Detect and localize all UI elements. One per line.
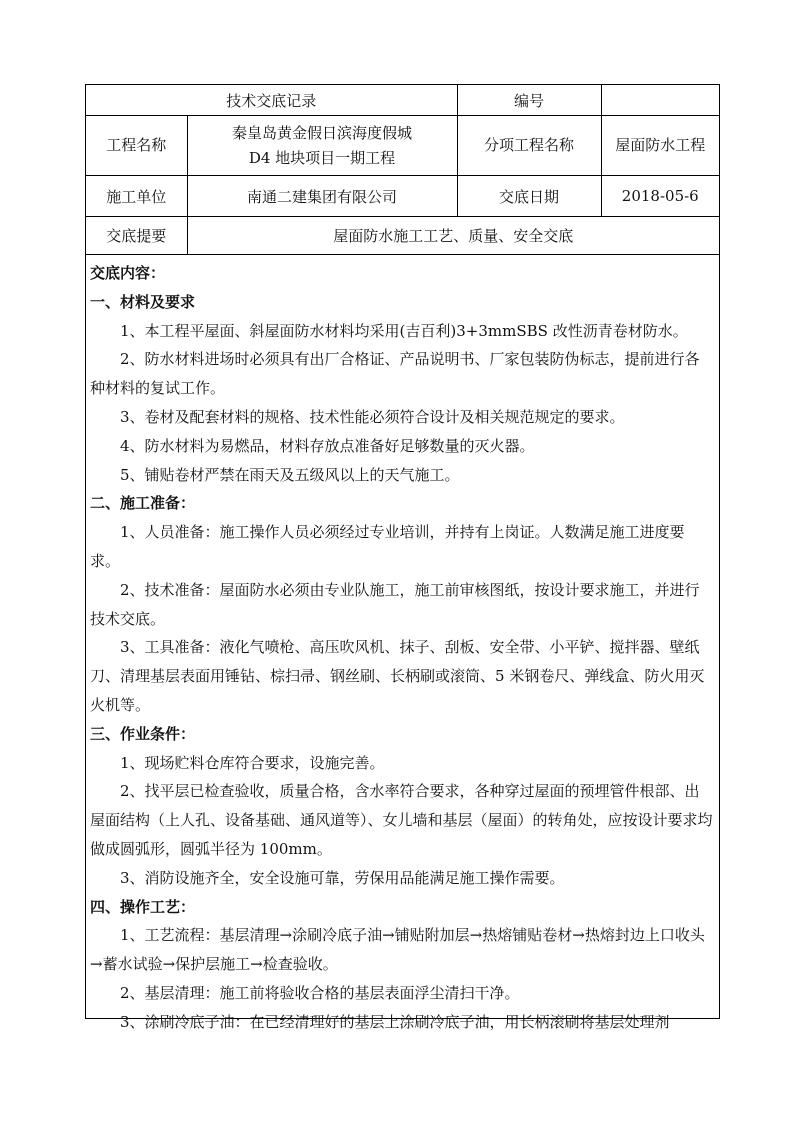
section-heading: 一、材料及要求 — [90, 292, 196, 311]
section-item: 1、人员准备：施工操作人员必须经过专业培训，并持有上岗证。人数满足施工进度要求。 — [90, 523, 685, 570]
project-name-line2: D4 地块项目一期工程 — [248, 148, 396, 167]
section-item: 3、涂刷冷底子油：在已经清理好的基层上涂刷冷底子油，用长柄滚刷将基层处理剂 — [120, 1012, 670, 1031]
section-item: 3、工具准备：液化气喷枪、高压吹风机、抹子、刮板、安全带、小平铲、搅拌器、壁纸刀、清理基层表面用锤钻、棕扫帚、钢丝刷、长柄刷或滚筒、5 米钢卷尺、弹线盒、防火用灭火机等。 — [90, 638, 705, 714]
date-label: 交底日期 — [457, 176, 601, 217]
summary-label: 交底提要 — [86, 217, 187, 255]
contractor-value: 南通二建集团有限公司 — [187, 176, 457, 217]
date-value: 2018-05-6 — [601, 176, 719, 217]
sub-project-label: 分项工程名称 — [457, 116, 601, 176]
section-item: 1、本工程平屋面、斜屋面防水材料均采用(吉百利)3+3mmSBS 改性沥青卷材防水。 — [120, 321, 688, 340]
header-table — [86, 85, 719, 255]
disclosure-content — [86, 255, 719, 1037]
number-value — [601, 85, 719, 116]
section-heading: 四、操作工艺： — [90, 897, 196, 916]
section-item: 3、消防设施齐全，安全设施可靠，劳保用品能满足施工操作需要。 — [120, 868, 565, 887]
summary-value: 屋面防水施工工艺、质量、安全交底 — [187, 217, 719, 255]
section-item: 2、基层清理：施工前将验收合格的基层表面浮尘清扫干净。 — [120, 983, 520, 1002]
project-name-line1: 秦皇岛黄金假日滨海度假城 — [232, 123, 413, 142]
project-name-value — [187, 116, 457, 176]
record-title: 技术交底记录 — [86, 85, 457, 116]
project-name-label: 工程名称 — [86, 116, 187, 176]
section-heading: 二、施工准备： — [90, 494, 196, 513]
section-item: 1、工艺流程：基层清理→涂刷冷底子油→铺贴附加层→热熔铺贴卷材→热熔封边上口收头→蓄水试验→保护层施工→检查验收。 — [90, 926, 705, 974]
number-label: 编号 — [457, 85, 601, 116]
section-heading: 三、作业条件： — [90, 724, 196, 743]
section-item: 1、现场贮料仓库符合要求，设施完善。 — [120, 753, 385, 772]
section-item: 5、铺贴卷材严禁在雨天及五级风以上的天气施工。 — [120, 465, 460, 484]
section-item: 3、卷材及配套材料的规格、技术性能必须符合设计及相关规范规定的要求。 — [120, 407, 625, 426]
section-item: 2、防水材料进场时必须具有出厂合格证、产品说明书、厂家包装防伪标志，提前进行各种材料的复试工作。 — [90, 350, 700, 398]
content-intro: 交底内容： — [90, 264, 166, 282]
sub-project-value: 屋面防水工程 — [601, 116, 719, 176]
section-item: 4、防水材料为易燃品，材料存放点准备好足够数量的灭火器。 — [120, 436, 535, 455]
section-item: 2、找平层已检查验收，质量合格，含水率符合要求，各种穿过屋面的预埋管件根部、出屋面结构（上人孔、设备基础、通风道等）、女儿墙和基层（屋面）的转角处，应按设计要求均做成圆弧形，圆弧半径为 100mm。 — [90, 782, 713, 858]
disclosure-record-form — [85, 84, 720, 1031]
contractor-label: 施工单位 — [86, 176, 187, 217]
section-item: 2、技术准备：屋面防水必须由专业队施工，施工前审核图纸，按设计要求施工，并进行技术交底。 — [90, 580, 700, 628]
